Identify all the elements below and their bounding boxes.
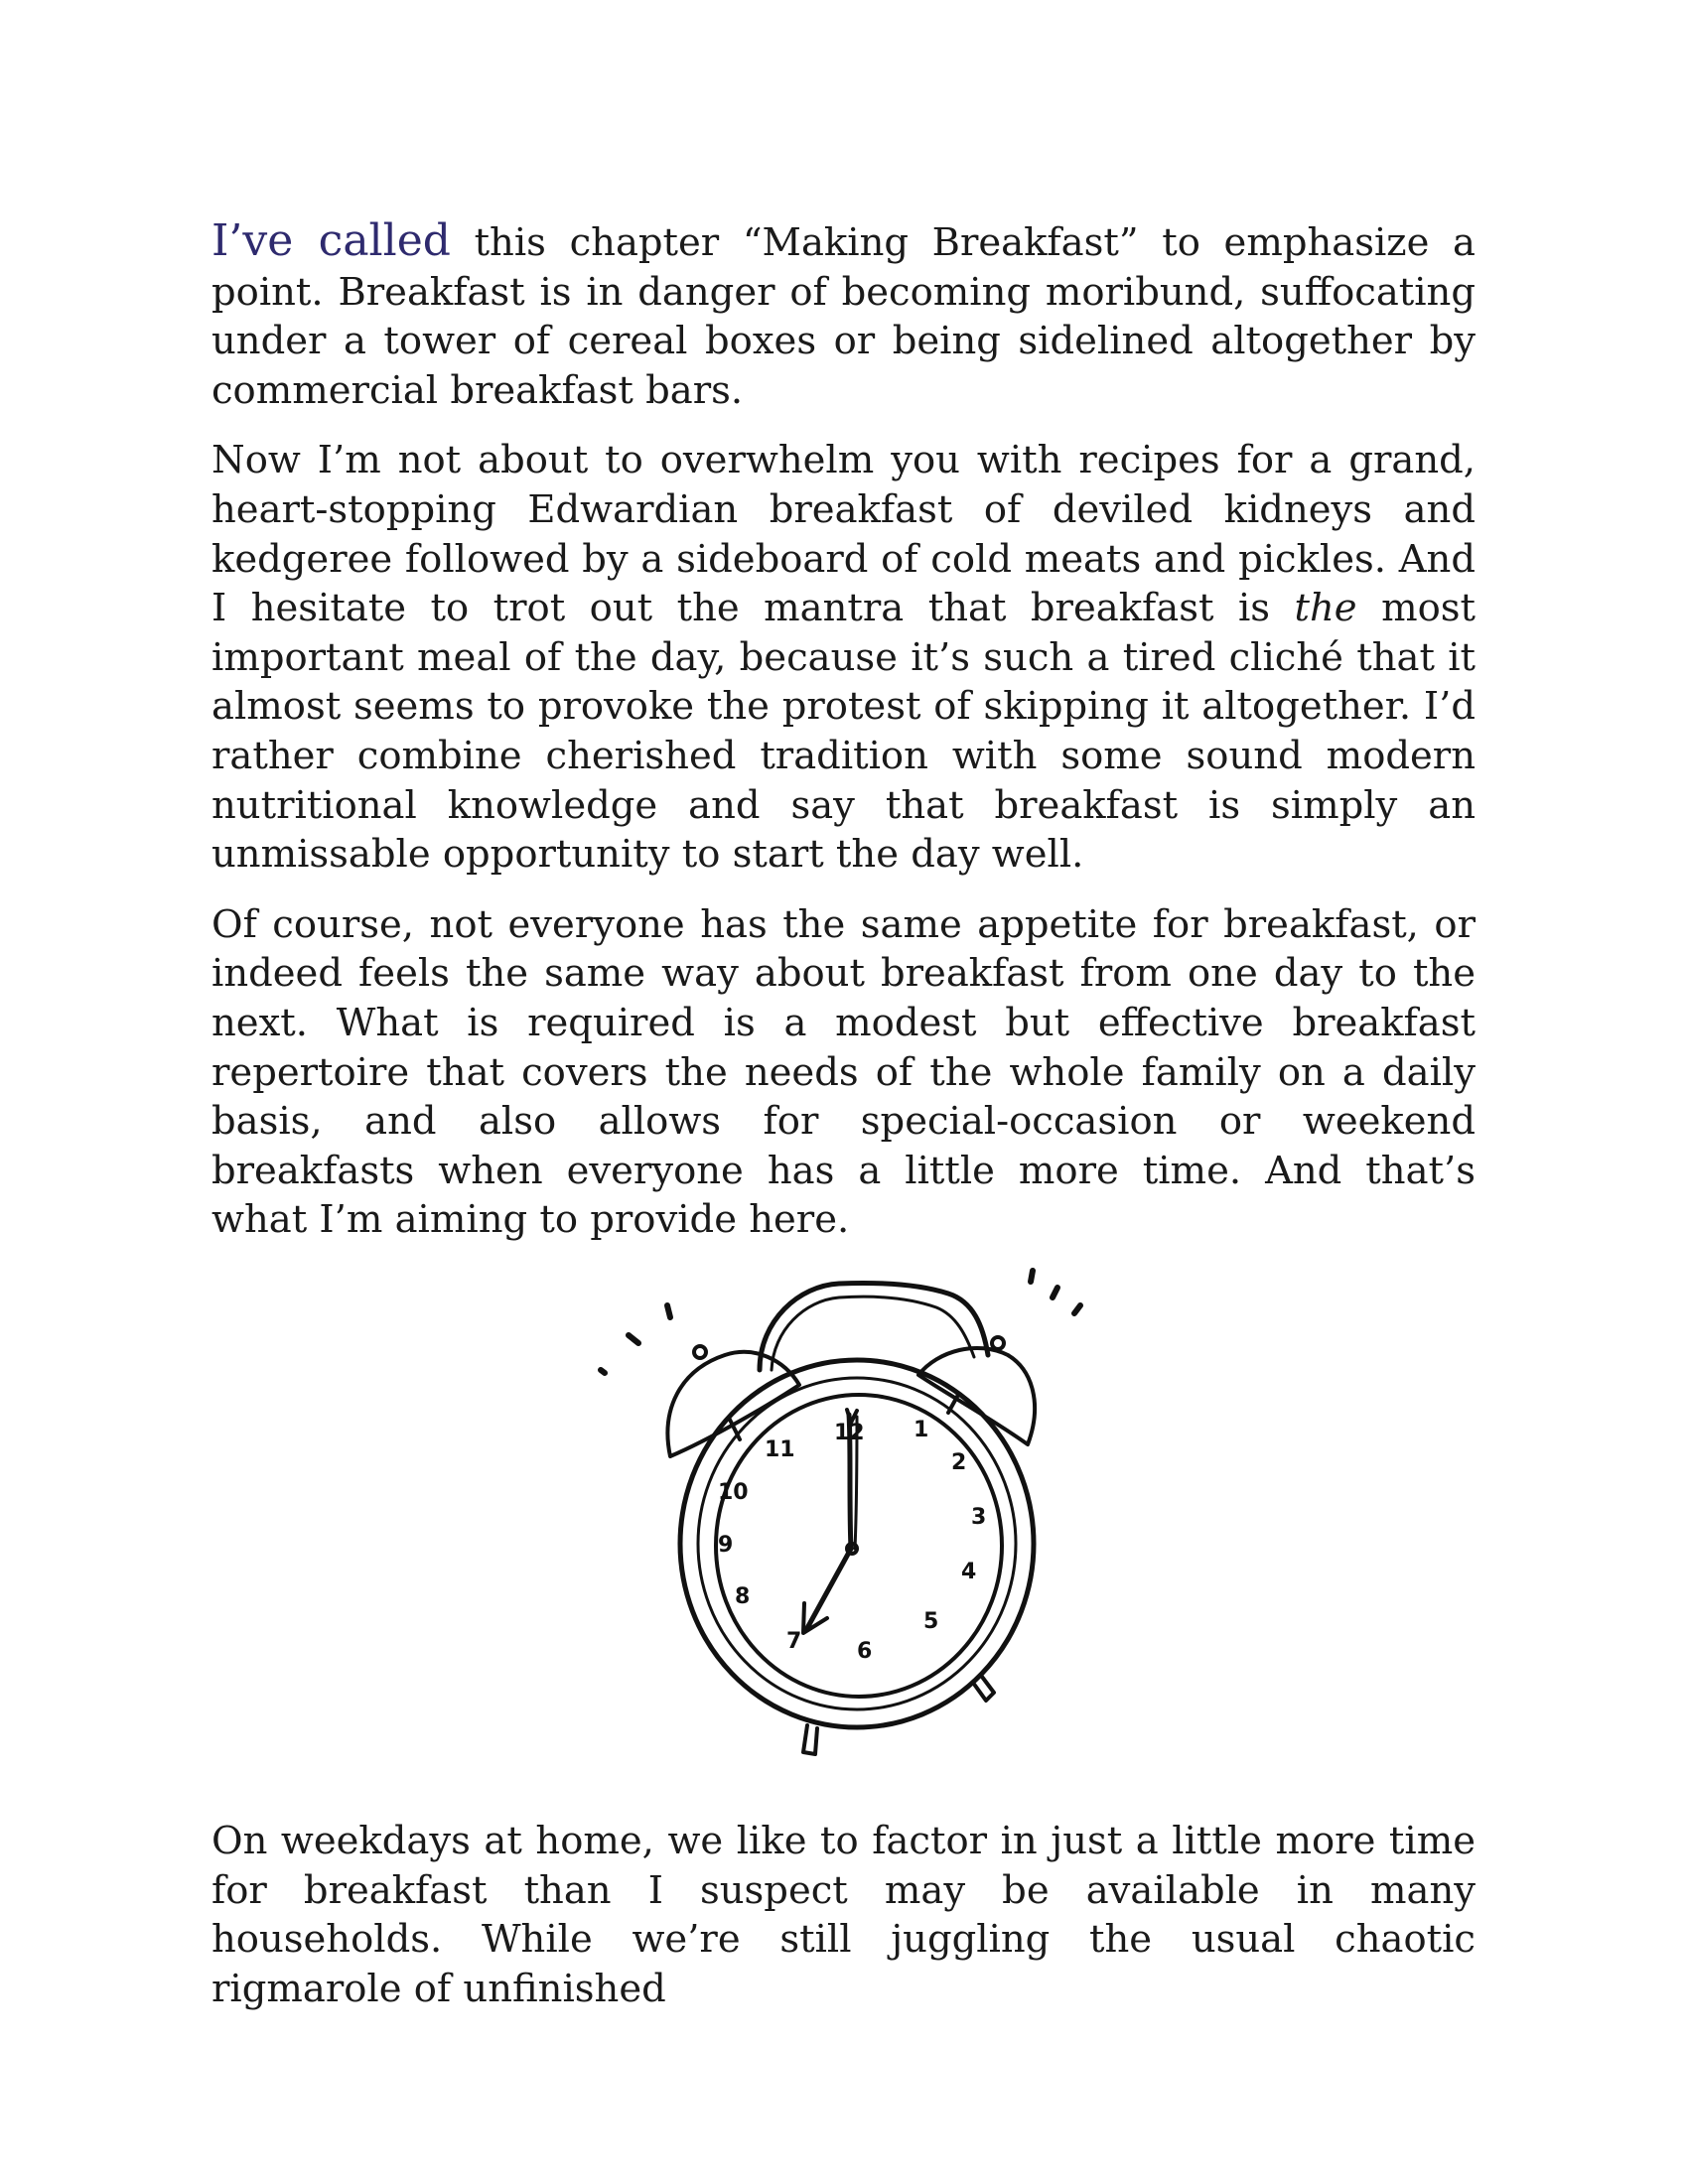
svg-text:1: 1 (914, 1418, 929, 1442)
paragraph-edwardian-text-b: most important meal of the day, because it’s such a tired cliché that it almost seems to provoke the protest of skipping it altogether. I’d rather combine cherished tradition with some sound modern nutritional knowledge and say that breakfast is simply an unmissable opportunity to start the day well. (211, 586, 1476, 878)
paragraph-edwardian (211, 436, 1476, 879)
paragraph-appetite: Of course, not everyone has the same appetite for breakfast, or indeed feels the same way about breakfast from one day to the next. What is required is a modest but effective breakfast repertoire that covers the needs of the whole family on a daily basis, and also allows for special-occasion or weekend breakfasts when everyone has a little more time. And that’s what I’m aiming to provide here. (211, 901, 1476, 1243)
paragraph-weekdays: On weekdays at home, we like to factor in just a little more time for breakfast than I suspect may be available in many households. While we’re still juggling the usual chaotic rigmarole of unfinished (211, 1819, 1476, 2011)
paragraph-intro-text: this chapter “Making Breakfast” to emphasize a point. Breakfast is in danger of becoming moribund, suffocating under a tower of cereal boxes or being sidelined altogether by commercial breakfast bars. (211, 220, 1476, 413)
svg-text:9: 9 (718, 1533, 734, 1558)
svg-text:6: 6 (857, 1639, 873, 1664)
paragraph-intro (211, 216, 1476, 415)
svg-text:8: 8 (735, 1584, 751, 1609)
paragraph-edwardian-text-a: Now I’m not about to overwhelm you with recipes for a grand, heart-stopping Edwardian breakfast of deviled kidneys and kedgeree followed by a sideboard of cold meats and pickles. And I hesitate to trot out the mantra that breakfast is (211, 438, 1476, 631)
svg-text:7: 7 (786, 1629, 802, 1654)
svg-text:4: 4 (961, 1560, 977, 1584)
svg-text:3: 3 (971, 1505, 987, 1530)
lead-in-text: I’ve called (211, 215, 451, 266)
chapter-body-continued (211, 1817, 1476, 2034)
svg-text:12: 12 (834, 1421, 865, 1445)
svg-text:11: 11 (765, 1437, 795, 1462)
alarm-clock-illustration (591, 1246, 1087, 1772)
svg-text:10: 10 (718, 1480, 749, 1505)
emphasis-the: the (1294, 586, 1357, 631)
alarm-clock-icon (591, 1246, 1087, 1772)
svg-text:2: 2 (951, 1450, 967, 1475)
chapter-body (211, 216, 1476, 1266)
svg-text:5: 5 (923, 1609, 939, 1634)
